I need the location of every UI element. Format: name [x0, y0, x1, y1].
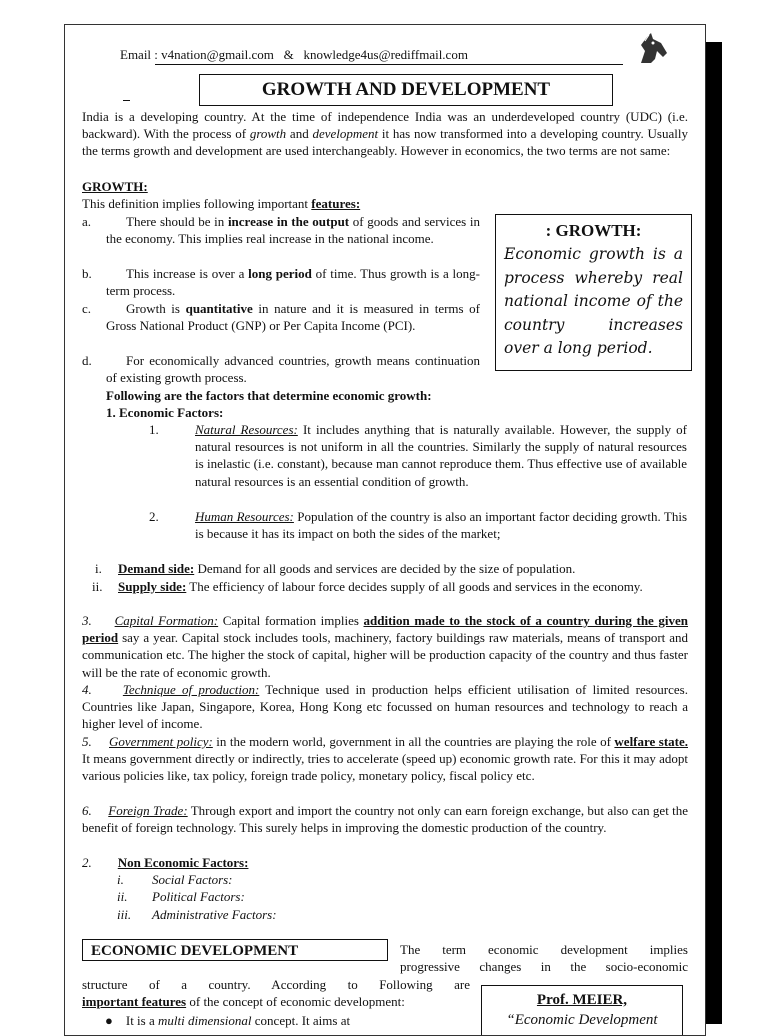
economic-factors-heading: 1. Economic Factors:: [106, 405, 224, 420]
bullet-icon: ●: [105, 1013, 113, 1028]
horse-logo-icon: [631, 31, 671, 65]
meier-quote-box: [481, 985, 683, 1036]
capital-formation-item: 3. Capital Formation: Capital formation implies addition made to the stock of a country during the given period say a year. Capital stock includes tools, machinery, factory buildings raw materials, means of transport and communication etc. The higher the stock of capital, higher will be production capacity of the country and thus faster will be the rate of economic growth.: [82, 613, 689, 680]
meier-quote: “Economic Development: [506, 1012, 658, 1028]
intro-paragraph: India is a developing country. At the time of independence India was an underdeveloped country (UDC) (i.e. backward). With the process of growth and development it has now transformed into a developing country. Usually the terms growth and development are used interchangeably. However in economics, the two terms are not same:: [82, 109, 688, 159]
email-underline: [155, 64, 623, 65]
feature-item-a: a. There should be in increase in the output of goods and services in the economy. This implies real increase in the national income.: [82, 214, 480, 247]
non-economic-num-1: i.: [117, 872, 124, 887]
email-ampersand: &: [283, 47, 294, 62]
economic-development-heading: ECONOMIC DEVELOPMENT: [82, 939, 388, 961]
non-economic-num-3: iii.: [117, 907, 132, 922]
econ-dev-line-3: structure of a country. According to Following are: [82, 977, 470, 992]
government-policy-item: 5. Government policy: in the modern world, government in all the countries are playing the role of welfare state. It means government directly or indirectly, tries to accelerate (speed up) economic growth rate. For this it may adopt various policies like, tax policy, foreign trade policy, monetary policy, fiscal policy etc.: [82, 734, 688, 784]
econ-dev-side-line-2: progressive changes in the socio-economic: [400, 959, 688, 974]
features-intro: This definition implies following important features:: [82, 196, 361, 211]
political-factors: Political Factors:: [152, 889, 245, 904]
administrative-factors: Administrative Factors:: [152, 907, 277, 922]
email-address-1: : v4nation@gmail.com: [154, 47, 274, 62]
feature-item-c: c. Growth is quantitative in nature and it is measured in terms of Gross National Product (GNP) or Per Capita Income (PCI).: [82, 301, 481, 334]
document-page: [64, 24, 706, 1036]
dash-mark: [123, 100, 130, 101]
factors-heading: Following are the factors that determine economic growth:: [106, 388, 432, 403]
non-economic-heading: 2. Non Economic Factors:: [82, 855, 249, 870]
non-economic-num-2: ii.: [117, 889, 128, 904]
growth-definition-box: [495, 214, 692, 371]
technique-item: 4. Technique of production: Technique used in production helps efficient utilisation of limited resources. Countries like Japan, Singapore, Korea, Hong Kong etc focussed on human resources and technology to reach a higher level of income.: [82, 682, 688, 732]
econ-dev-bullet: ● It is a multi dimensional concept. It aims at: [105, 1013, 351, 1028]
supply-side-num: ii.: [92, 579, 103, 594]
demand-side-num: i.: [95, 561, 102, 576]
growth-box-title: : GROWTH:: [545, 221, 642, 240]
feature-item-b: b. This increase is over a long period of time. Thus growth is a long-term process.: [82, 266, 480, 299]
natural-resources-item: 1. Natural Resources: It includes anything that is naturally available. However, the supply of natural resources is not uniform in all the countries. Similarly the supply of natural resources is inelastic (i.e. constant), because man cannot reproduce them. Thus effective use of available natural resources is an essential condition of growth.: [149, 422, 687, 489]
email-header: [120, 47, 468, 63]
email-address-2: knowledge4us@rediffmail.com: [303, 47, 468, 62]
human-resources-item: 2. Human Resources: Population of the country is also an important factor deciding growth. This is because it has its impact on both the sides of the market;: [149, 509, 688, 542]
growth-box-body: Economic growth is a process whereby real national income of the country increases over a long period.: [504, 245, 683, 357]
social-factors: Social Factors:: [152, 872, 233, 887]
meier-name: Prof. MEIER,: [536, 992, 628, 1008]
growth-heading: GROWTH:: [82, 179, 148, 194]
feature-item-d: d. For economically advanced countries, growth means continuation of existing growth process.: [82, 353, 480, 386]
page-shadow: [706, 42, 722, 1024]
foreign-trade-item: 6. Foreign Trade: Through export and import the country not only can earn foreign exchange, but also can get the benefit of foreign technology. This surely helps in improving the domestic production of the country.: [82, 803, 689, 836]
econ-dev-side-line-1: The term economic development implies: [400, 942, 688, 957]
supply-side-item: Supply side: The efficiency of labour force decides supply of all goods and services in the economy.: [118, 579, 643, 594]
email-label: Email: [120, 47, 152, 62]
econ-dev-line-4: important features of the concept of economic development:: [82, 994, 405, 1009]
page-title: GROWTH AND DEVELOPMENT: [199, 74, 613, 106]
demand-side-item: Demand side: Demand for all goods and services are decided by the size of population.: [118, 561, 576, 576]
